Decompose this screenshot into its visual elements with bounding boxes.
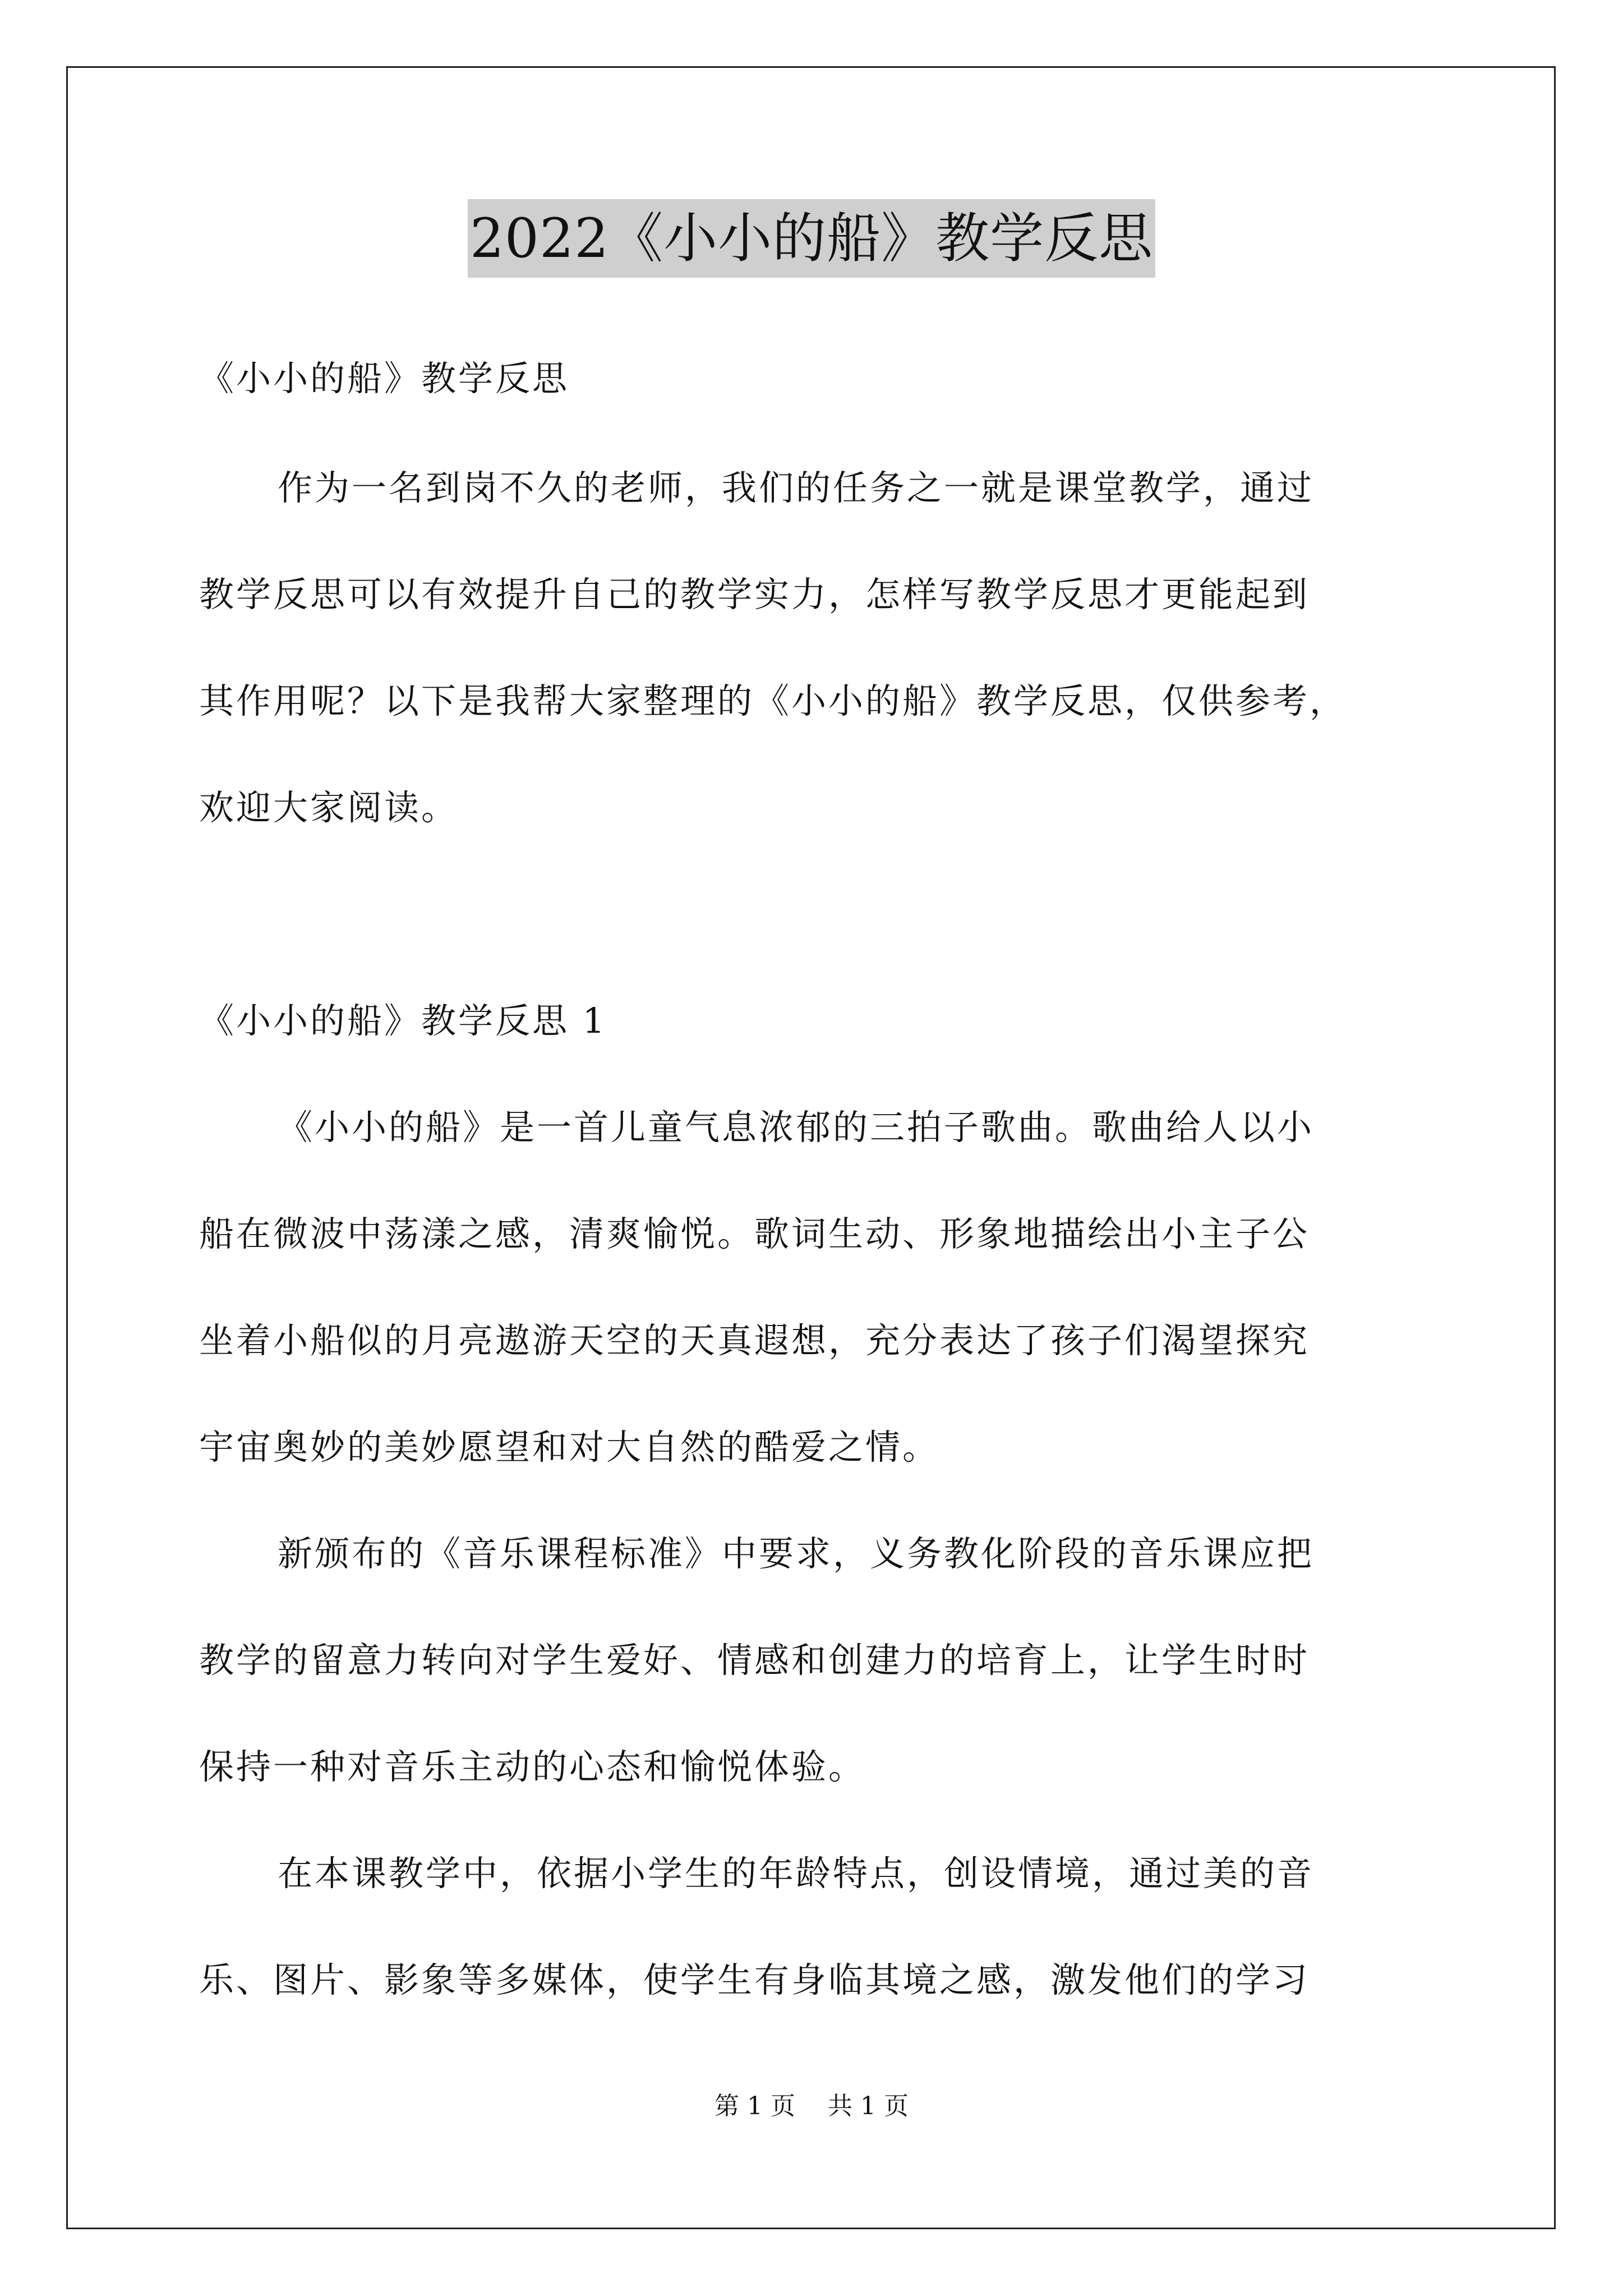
intro-line: 作为一名到岗不久的老师，我们的任务之一就是课堂教学，通过 bbox=[278, 467, 1315, 508]
paragraph-line: 船在微波中荡漾之感，清爽愉悦。歌词生动、形象地描绘出小主子公 bbox=[199, 1213, 1310, 1254]
paragraph-line: 新颁布的《音乐课程标准》中要求，义务教化阶段的音乐课应把 bbox=[278, 1533, 1315, 1574]
intro-line: 教学反思可以有效提升自己的教学实力，怎样写教学反思才更能起到 bbox=[199, 574, 1310, 615]
paragraph-line: 保持一种对音乐主动的心态和愉悦体验。 bbox=[199, 1746, 866, 1787]
section-heading: 《小小的船》教学反思 1 bbox=[199, 1000, 607, 1041]
paragraph-line: 宇宙奥妙的美妙愿望和对大自然的酷爱之情。 bbox=[199, 1427, 940, 1467]
intro-line: 其作用呢？以下是我帮大家整理的《小小的船》教学反思，仅供参考， bbox=[199, 680, 1347, 721]
paragraph-line: 《小小的船》是一首儿童气息浓郁的三拍子歌曲。歌曲给人以小 bbox=[278, 1107, 1315, 1148]
paragraph-line: 乐、图片、影象等多媒体，使学生有身临其境之感，激发他们的学习 bbox=[199, 1959, 1310, 2000]
title-container bbox=[0, 199, 1623, 278]
paragraph-line: 在本课教学中，依据小学生的年龄特点，创设情境，通过美的音 bbox=[278, 1853, 1315, 1894]
subtitle: 《小小的船》教学反思 bbox=[199, 358, 570, 399]
intro-line: 欢迎大家阅读。 bbox=[199, 787, 459, 828]
document-title: 2022《小小的船》教学反思 bbox=[468, 199, 1155, 278]
page-total: 共 1 页 bbox=[828, 2092, 909, 2120]
paragraph-line: 教学的留意力转向对学生爱好、情感和创建力的培育上，让学生时时 bbox=[199, 1640, 1310, 1681]
page-footer bbox=[0, 2090, 1623, 2123]
paragraph-line: 坐着小船似的月亮遨游天空的天真遐想，充分表达了孩子们渴望探究 bbox=[199, 1320, 1310, 1361]
page-number: 第 1 页 bbox=[714, 2092, 795, 2120]
